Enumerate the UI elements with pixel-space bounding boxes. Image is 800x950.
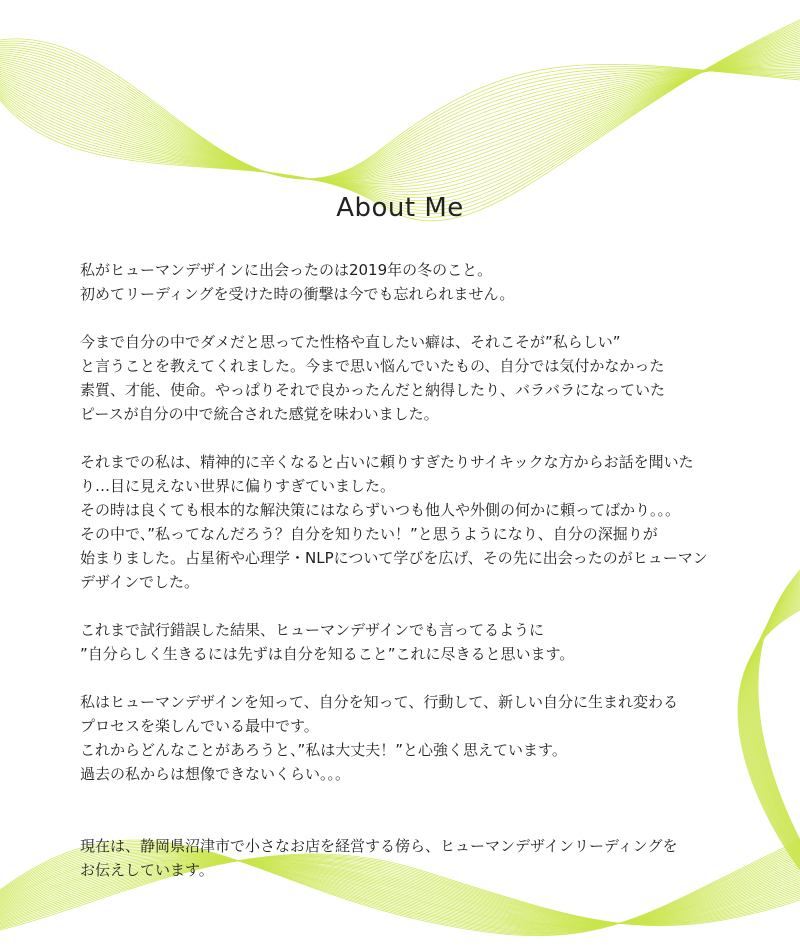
text-line: 素質、才能、使命。やっぱりそれで良かったんだと納得したり、バラバラになっていた	[80, 381, 666, 399]
paragraph-4	[80, 618, 760, 666]
text-line: プロセスを楽しんでいる最中です。	[80, 717, 319, 735]
paragraph-5	[80, 690, 760, 786]
text-line: り…目に見えない世界に偏りすぎていました。	[80, 477, 396, 495]
paragraph-3	[80, 450, 760, 594]
paragraph-1	[80, 258, 760, 306]
text-line: その時は良くても根本的な解決策にはならずいつも他人や外側の何かに頼ってばかり。。。	[80, 501, 681, 519]
text-line: ”自分らしく生きるには先ずは自分を知ること”これに尽きると思います。	[80, 645, 575, 663]
text-line: それまでの私は、精神的に辛くなると占いに頼りすぎたりサイキックな方からお話を聞いた	[80, 453, 694, 471]
text-line: これまで試行錯誤した結果、ヒューマンデザインでも言ってるように	[80, 621, 544, 639]
text-line: 初めてリーディングを受けた時の衝撃は今でも忘れられません。	[80, 285, 515, 303]
text-line: と言うことを教えてくれました。今まで思い悩んでいたもの、自分では気付かなかった	[80, 357, 665, 375]
paragraph-2	[80, 330, 760, 426]
text-line: その中で、”私ってなんだろう？自分を知りたい！”と思うようになり、自分の深掘りが	[80, 525, 658, 543]
about-text	[80, 258, 760, 906]
text-line: 私がヒューマンデザインに出会ったのは2019年の冬のこと。	[80, 261, 493, 279]
text-line: 過去の私からは想像できないくらい。。。	[80, 765, 351, 783]
text-line: 始まりました。占星術や心理学・NLPについて学びを広げ、その先に出会ったのがヒューマン	[80, 549, 708, 567]
text-line: 現在は、静岡県沼津市で小さなお店を経営する傍ら、ヒューマンデザインリーディングを	[80, 837, 678, 855]
text-line: ピースが自分の中で統合された感覚を味わいました。	[80, 405, 439, 423]
top-wave-lines	[0, 20, 800, 221]
text-line: これからどんなことがあろうと、”私は大丈夫！”と心強く思えています。	[80, 741, 567, 759]
text-line: デザインでした。	[80, 573, 199, 591]
text-line: お伝えしています。	[80, 861, 214, 879]
text-line: 今まで自分の中でダメだと思ってた性格や直したい癖は、それこそが”私らしい”	[80, 333, 621, 351]
text-line: 私はヒューマンデザインを知って、自分を知って、行動して、新しい自分に生まれ変わる	[80, 693, 679, 711]
paragraph-6	[80, 834, 760, 882]
page-title: About Me	[336, 193, 464, 223]
